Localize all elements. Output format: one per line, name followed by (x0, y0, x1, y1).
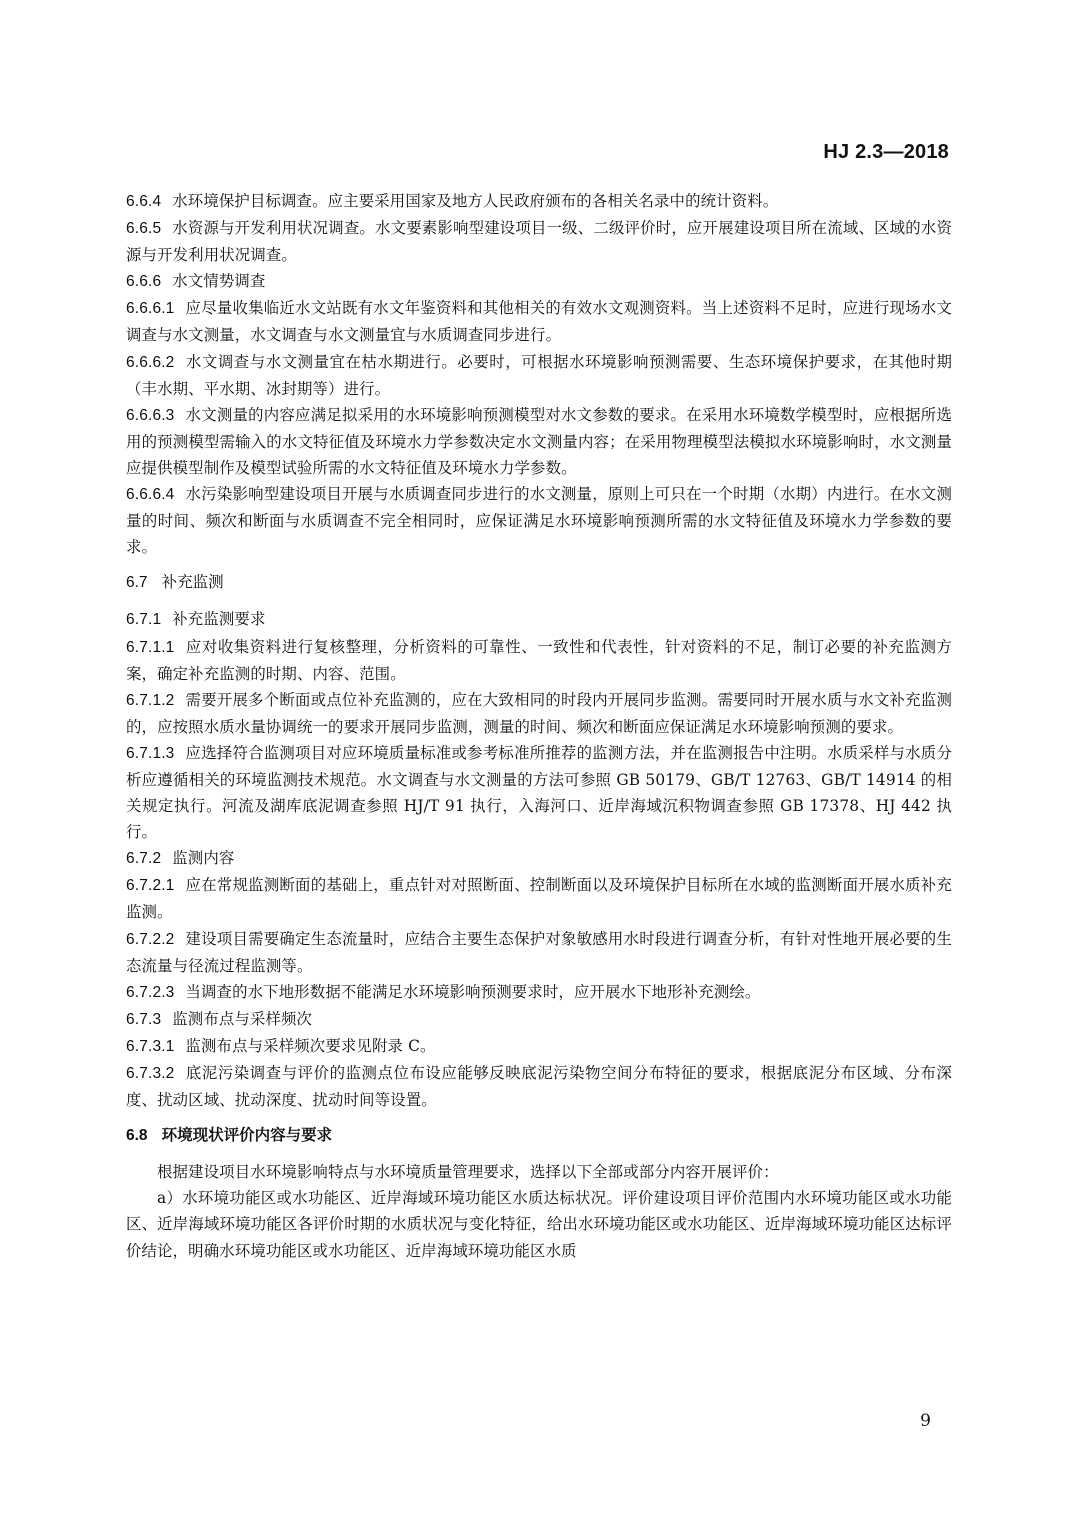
clause-6-7-3-2: 6.7.3.2 底泥污染调查与评价的监测点位布设应能够反映底泥污染物空间分布特征的要求，根据底泥分布区域、分布深度、扰动区域、扰动深度、扰动时间等设置。 (126, 1064, 952, 1110)
clause-6-7-2-3: 6.7.2.3 当调查的水下地形数据不能满足水环境影响预测要求时，应开展水下地形补充测绘。 (126, 982, 761, 1001)
clause-6-7-3: 6.7.3 监测布点与采样频次 (126, 1009, 313, 1028)
paragraph-6-8-intro: 根据建设项目水环境影响特点与水环境质量管理要求，选择以下全部或部分内容开展评价： (157, 1163, 779, 1182)
document-body (126, 188, 952, 1264)
clause-6-7-1-3: 6.7.1.3 应选择符合监测项目对应环境质量标准或参考标准所推荐的监测方法，并在监测报告中注明。水质采样与水质分析应遵循相关的环境监测技术规范。水文调查与水文测量的方法可参照 GB 50179、GB/T 12763、GB/T 14914 的相关规定执行。河流及湖库底泥调查参照 HJ/T 91 执行，入海河口、近岸海域沉积物调查参照 GB 17378、HJ 442 执行。 (126, 743, 952, 842)
section-heading-6-8: 6.8 环境现状评价内容与要求 (126, 1127, 333, 1145)
section-heading-6-7: 6.7 补充监测 (126, 574, 224, 592)
clause-6-7-3-1: 6.7.3.1 监测布点与采样频次要求见附录 C。 (126, 1036, 436, 1055)
document-code-header: HJ 2.3—2018 (823, 141, 949, 163)
paragraph-6-8-item-a: a）水环境功能区或水功能区、近岸海域环境功能区水质达标状况。评价建设项目评价范围内水环境功能区或水功能区、近岸海域环境功能区各评价时期的水质状况与变化特征，给出水环境功能区或水功能区、近岸海域环境功能区达标评价结论，明确水环境功能区或水功能区、近岸海域环境功能区水质 (126, 1189, 952, 1260)
clause-6-7-1-2: 6.7.1.2 需要开展多个断面或点位补充监测的，应在大致相同的时段内开展同步监测。需要同时开展水质与水文补充监测的，应按照水质水量协调统一的要求开展同步监测，测量的时间、频次和断面应保证满足水环境影响预测的要求。 (126, 690, 952, 736)
clause-6-6-6: 6.6.6 水文情势调查 (126, 272, 266, 291)
clause-6-7-1-1: 6.7.1.1 应对收集资料进行复核整理，分析资料的可靠性、一致性和代表性，针对资料的不足，制订必要的补充监测方案，确定补充监测的时期、内容、范围。 (126, 637, 952, 683)
clause-6-6-5: 6.6.5 水资源与开发利用状况调查。水文要素影响型建设项目一级、二级评价时，应开展建设项目所在流域、区域的水资源与开发利用状况调查。 (126, 219, 952, 265)
clause-6-7-2-2: 6.7.2.2 建设项目需要确定生态流量时，应结合主要生态保护对象敏感用水时段进行调查分析，有针对性地开展必要的生态流量与径流过程监测等。 (126, 929, 952, 975)
clause-6-7-2-1: 6.7.2.1 应在常规监测断面的基础上，重点针对对照断面、控制断面以及环境保护目标所在水域的监测断面开展水质补充监测。 (126, 876, 952, 922)
clause-6-6-6-3: 6.6.6.3 水文测量的内容应满足拟采用的水环境影响预测模型对水文参数的要求。在采用水环境数学模型时，应根据所选用的预测模型需输入的水文特征值及环境水力学参数决定水文测量内容；在采用物理模型法模拟水环境影响时，水文测量应提供模型制作及模型试验所需的水文特征值及环境水力学参数。 (126, 405, 952, 477)
page-number: 9 (920, 1411, 931, 1431)
clause-6-7-1: 6.7.1 补充监测要求 (126, 610, 266, 629)
clause-6-6-6-4: 6.6.6.4 水污染影响型建设项目开展与水质调查同步进行的水文测量，原则上可只在一个时期（水期）内进行。在水文测量的时间、频次和断面与水质调查不完全相同时，应保证满足水环境影响预测所需的水文特征值及环境水力学参数的要求。 (126, 485, 952, 557)
clause-6-6-6-1: 6.6.6.1 应尽量收集临近水文站既有水文年鉴资料和其他相关的有效水文观测资料。当上述资料不足时，应进行现场水文调查与水文测量，水文调查与水文测量宜与水质调查同步进行。 (126, 299, 952, 345)
clause-6-6-6-2: 6.6.6.2 水文调查与水文测量宜在枯水期进行。必要时，可根据水环境影响预测需要、生态环境保护要求，在其他时期（丰水期、平水期、冰封期等）进行。 (126, 352, 952, 398)
clause-6-6-4: 6.6.4 水环境保护目标调查。应主要采用国家及地方人民政府颁布的各相关名录中的统计资料。 (126, 192, 779, 210)
clause-6-7-2: 6.7.2 监测内容 (126, 849, 235, 868)
